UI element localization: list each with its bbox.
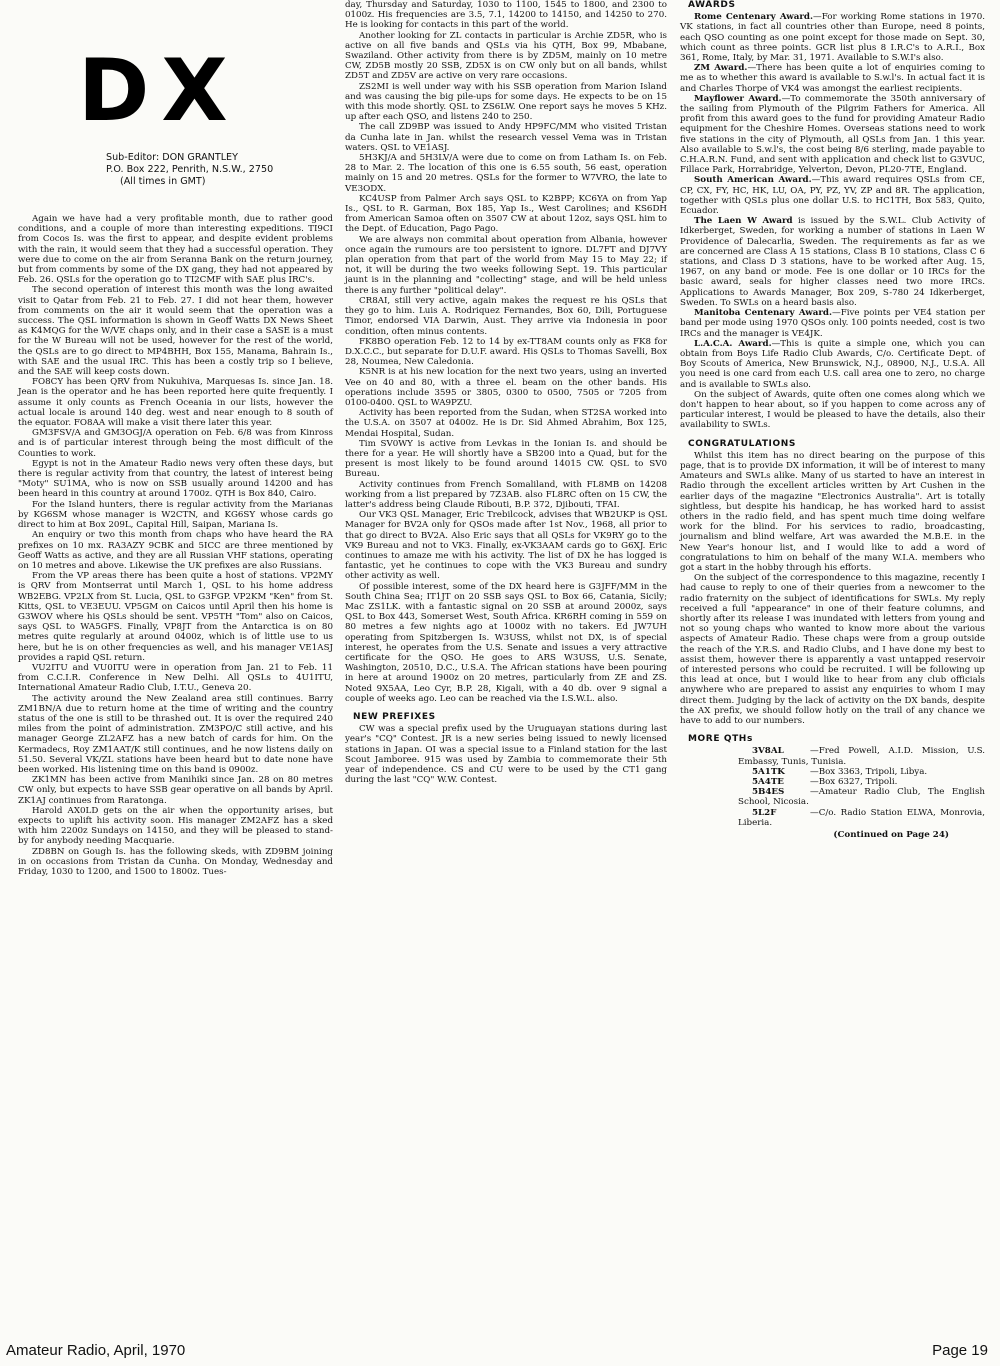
award-name: South American Award. [694, 175, 812, 186]
award-name: Mayflower Award. [694, 93, 782, 104]
qth-text: —Box 3363, Tripoli, Libya. [810, 766, 928, 777]
paragraph: CW was a special prefix used by the Uruguayan stations during last year's "CQ" Contest. JR is a new series being issued to newly licensed stations in Japan. OI was a special issue to a Finland station for the last Scout Jamboree. 915 was used by Zambia to commemorate their 5th year of independence. CS and CU were to be used by the CT1 gang during the last "CQ" W.W. Contest. [345, 724, 667, 786]
award-name: L.A.C.A. Award. [694, 338, 772, 349]
paragraph: 5H3KJ/A and 5H3LV/A were due to come on from Latham Is. on Feb. 28 to Mar. 2. The location of this one is 6.55 south, 56 east, operation mainly on 15 and 20 metres. QSLs for the former to W7VRO, the late to VE3ODX. [345, 153, 667, 194]
time-note: (All times in GMT) [120, 176, 206, 187]
award-item [680, 12, 985, 63]
award-text: —Five points per VE4 station per band per mode using 1970 QSOs only. 100 points needed, cost is two IRCs and the manager is VE4JK. [680, 308, 985, 339]
award-item [680, 63, 985, 94]
column-2 [345, 0, 667, 785]
qth-item [680, 746, 985, 766]
award-text: —This award requires QSLs from CE, CP, CX, FY, HC, HK, LU, OA, PY, PZ, YV, ZP and 8R. The application, together with QSLs plus one dollar U.S. to HC1TH, Box 583, Quito, Ecuador. [680, 175, 986, 217]
qth-call: 5B4ES [752, 787, 785, 798]
paragraph: The call ZD9BP was issued to Andy HP9FC/MM who visited Tristan da Cunha late in Jan. whilst the research vessel Vema was in Tristan waters. QSL to VE1ASJ. [345, 122, 667, 153]
awards-heading: AWARDS [688, 0, 736, 10]
paragraph: day, Thursday and Saturday, 1030 to 1100, 1545 to 1800, and 2300 to 0100z. His frequencies are 3.5, 7.1, 14200 to 14150, and 14250 to 270. He is looking for contacts in this part of the world. [345, 0, 667, 31]
award-item [680, 339, 985, 390]
award-name: Manitoba Centenary Award. [694, 308, 833, 319]
continued-note: (Continued on Page 24) [833, 830, 949, 841]
paragraph: K5NR is at his new location for the next two years, using an inverted Vee on 40 and 80, with a three el. beam on the other bands. His operations include 3595 or 3805, 0300 to 0500, 7505 or 7205 from 0100-0400. QSL to WA9PZU. [345, 367, 667, 408]
paragraph: From the VP areas there has been quite a host of stations. VP2MY is QRV from Montserrat until March 1, QSL to his home address WB2EBG. VP2LX from St. Lucia, QSL to G3FGP. VP2KM "Ken" from St. Kitts, QSL to VE3EUU. VP5GM on Caicos until April then his home is G3WOV where his QSLs should be sent. VP5TH "Tom" also on Caicos, says QSL to WA5GFS. Finally, VP8JT from the Antarctica is on 80 metres quite regularly at around 0400z, which is of little use to us here, but he is on other frequencies as well, and his manager VE1ASJ provides a rapid QSL return. [18, 571, 333, 663]
paragraph: We are always non commital about operation from Albania, however once again the rumours are too persistent to ignore. DL7FT and DJ7VY plan operation from that part of the world from May 15 to May 22; if not, it will be during the two weeks following Sept. 19. This particular jaunt is in the planning and "collecting" stage, and will be held unless there is any further "political delay". [345, 234, 667, 296]
column-3 [680, 0, 985, 840]
paragraph: The activity around the New Zealand area still continues. Barry ZM1BN/A due to return home at the time of writing and the country status of the one is still to be thrashed out. It is over the required 240 miles from the point of administration. ZM3PO/C still active, and his manager George ZL2AFZ has a new batch of cards for him. On the Kermadecs, Roy ZM1AAT/K still continues, and he now listens daily on 51.50. Several VK/ZL stations have been heard but to date none have been worked. His listening time on this band is 0900z. [18, 693, 333, 775]
qth-item [680, 787, 985, 807]
paragraph: Whilst this item has no direct bearing on the purpose of this page, that is to provide DX information, it will be of interest to many Amateurs and SWLs alike. Many of us started to have an interest in Radio through the excellent articles written by Art Cushen in the earlier days of the magazine "Electronics Australia". Art is totally sightless, but despite his handicap, he has worked hard to assist others in the radio field, and has spent much time doing welfare work for the blind. For his services to radio, broadcasting, journalism and blind welfare, Art was awarded the M.B.E. in the New Year's honour list, and I would like to add a word of congratulations to him on behalf of the many W.I.A. members who got a start in the hobby through his efforts. [680, 450, 985, 573]
page-footer [6, 1342, 988, 1359]
paragraph: Activity continues from French Somaliland, with FL8MB on 14208 working from a list prepared by 7Z3AB. also FL8RC often on 15 CW, the latter's address being Claude Ribouti, B.P. 372, Djibouti, TFAI. [345, 479, 667, 510]
new-prefixes-heading: NEW PREFIXES [353, 712, 436, 723]
qth-item [680, 777, 985, 787]
qth-call: 5A4TE [752, 777, 784, 788]
award-text: —For working Rome stations in 1970. VK stations, in fact all countries other than Europe, need 8 points, each QSO counting as one point except for those made on Sept. 30, which count as three points. GCR list plus 8 I.R.C's to A.R.I., Box 361, Rome, Italy, by Mar. 31, 1971. Available to S.W.I's also. [680, 12, 985, 64]
award-name: Rome Centenary Award. [694, 12, 814, 23]
more-qths-heading: MORE QTHs [688, 734, 753, 745]
paragraph: ZD8BN on Gough Is. has the following skeds, with ZD9BM joining in on occasions from Tristan da Cunha. On Monday, Wednesday and Friday, 1030 to 1200, and 1500 to 1800z. Tues- [18, 846, 333, 877]
congratulations-heading: CONGRATULATIONS [688, 438, 796, 449]
paragraph: Tim SV0WY is active from Levkas in the Ionian Is. and should be there for a year. He will shortly have a SB200 into a Quad, but for the present is most likely to be found around 14015 CW. QSL to SV0 Bureau. [345, 438, 667, 480]
award-item [680, 94, 985, 176]
award-item [680, 216, 985, 308]
award-text: —This is quite a simple one, which you can obtain from Boys Life Radio Club Awards, C/o. Certificate Dept. of Boy Scouts of America, New Brunswick, N.J., 08900, N.J., U.S.A. All you need is one card from each U.S. call area one to zero, no charge and is available to SWLs also. [680, 338, 985, 390]
paragraph: Our VK3 QSL Manager, Eric Trebilcock, advises that WB2UKP is QSL Manager for BV2A only for QSOs made after 1st Nov., 1968, all prior to that go direct to BV2A. Also Eric says that all QSLs for VK9RY go to the VK9 Bureau and not to VK3. Finally, ex-VK3AAM cards go to G6XJ. Eric continues to amaze me with his activity. The list of DX he has logged is fantastic, yet he continues to cope with the VK3 Bureau and sundry other activity as well. [345, 510, 667, 582]
section-title: DX [78, 41, 240, 141]
paragraph: GM3FSV/A and GM3OGJ/A operation on Feb. 6/8 was from Kinross and is of particular interest through being the most difficult of the Counties to work. [18, 428, 333, 459]
paragraph: Another looking for ZL contacts in particular is Archie ZD5R, who is active on all five bands and QSLs via his QTH, Box 99, Mbabane, Swaziland. Other activity from there is by ZD5M, mainly on 10 metre CW, ZD5B mostly 20 SSB, ZD5X is on CW only but on all bands, whilst ZD5T and ZD5V are active on very rare occasions. [345, 30, 667, 82]
award-text: is issued by the S.W.L. Club Activity of Idkerberget, Sweden, for working a number of stations in Laen W Providence of Dalecarlia, Sweden. The requirements as far as we are concerned are Class A 15 stations, Class B 10 stations, Class C 6 stations, and Class D 3 stations, have to be worked after Aug. 15, 1967, on any band or mode. Fee is one dollar or 10 IRCs for the basic award, seals for higher classes need two more IRCs. Applications to Awards Manager, Box 209, S-780 24 Idkerberget, Sweden. To SWLs on a heard basis also. [680, 216, 985, 308]
paragraph: On the subject of Awards, quite often one comes along which we don't happen to hear about, so if you happen to come across any of particular interest, I would be pleased to have the details, also their availability to SWLs. [680, 389, 985, 431]
award-name: ZM Award. [694, 63, 748, 74]
award-text: —To commemorate the 350th anniversary of the sailing from Plymouth of the Pilgrim Fathers for America. All profit from this award goes to the fund for providing Amateur Radio equipment for the Cheshire Homes. Overseas stations need to work five stations in the city of Plymouth, all QSLs from Jan. 1 this year. Also available to S.w.l's, the cost being 8/6 sterling, made payable to C.H.A.R.N. Fund, and sent with application and check list to G3VUC, Fillace Park, Horrabridge, Yelverton, Devon, PL20-7TE, England. [680, 93, 985, 176]
award-item [680, 308, 985, 339]
qth-text: —Amateur Radio Club, The English School, Nicosia. [738, 787, 985, 808]
qth-call: 5L2F [752, 807, 777, 818]
publication-info: Amateur Radio, April, 1970 [6, 1342, 186, 1359]
award-name: The Laen W Award [694, 216, 793, 227]
award-text: —There has been quite a lot of enquiries coming to me as to whether this award is available to S.w.l's. In actual fact it is and Charles Thorpe of VK4 was amongst the earliest recipients. [680, 63, 986, 94]
paragraph: KC4USP from Palmer Arch says QSL to K2BPP; KC6YA on from Yap Is., QSL to R. Garman, Box 185, Yap Is., West Carolines; and KS6DH from American Samoa often on 3507 CW at about 12oz, says QSL him to the Dept. of Education, Pago Pago. [345, 193, 667, 235]
paragraph: CR8AI, still very active, again makes the request re his QSLs that they go to him. Luis A. Rodriquez Fernandes, Box 60, Dili, Portuguese Timor, endorsed VIA Darwin, Aust. They arrive via Indonesia in poor condition, often minus contents. [345, 295, 667, 337]
paragraph: An enquiry or two this month from chaps who have heard the RA prefixes on 10 mx. RA3AZY 9CBK and 5ICC are three mentioned by Geoff Watts as active, and they are all Russian VHF stations, operating on 10 metres and above. Likewise the UK prefixes are also Russians. [18, 530, 333, 571]
paragraph: The second operation of interest this month was the long awaited visit to Qatar from Feb. 21 to Feb. 27. I did not hear them, however from comments on the air it would seem that the operation was a success. The QSL information is shown in Geoff Watts DX News Sheet as K4MQG for the W/VE chaps only, and in their case a SASE is a must for the W Bureau will not be used, however for the rest of the world, the QSLs are to go direct to MP4BHH, Box 155, Manama, Bahrain Is., with SAE and the usual IRC. This has been a costly trip so I believe, and the SAE will keep costs down. [18, 285, 333, 378]
paragraph: Again we have had a very profitable month, due to rather good conditions, and a couple of more than interesting expeditions. TI9CI from Cocos Is. was the first to appear, and despite evident problems with the rain, it would seem that they had a successful operation. They were due to come on the air from Seranna Bank on the return journey, but from comments by some of the DX gang, they had not appeared by Feb. 26. QSLs for the operation go to TI2CMF with SAE plus IRC's. [18, 214, 333, 286]
editor-name: Sub-Editor: DON GRANTLEY [106, 152, 238, 163]
paragraph: VU2ITU and VU0ITU were in operation from Jan. 21 to Feb. 11 from C.C.I.R. Conference in New Delhi. All QSLs to 4U1ITU, International Amateur Radio Club, I.T.U., Geneva 20. [18, 662, 333, 694]
paragraph: ZS2MI is well under way with his SSB operation from Marion Island and was causing the big pile-ups for some days. He expects to be on 15 with this mode shortly. QSL to ZS6LW. One report says he moves 5 KHz. up after each QSO, and listens 240 to 250. [345, 81, 667, 123]
qth-call: 5A1TK [752, 766, 785, 777]
qth-text: —Fred Powell, A.I.D. Mission, U.S. Embassy, Tunis, Tunisia. [738, 746, 985, 767]
paragraph: ZK1MN has been active from Manihiki since Jan. 28 on 80 metres CW only, but expects to have SSB gear operative on all bands by April. ZK1AJ continues from Raratonga. [18, 775, 333, 806]
paragraph: FO8CY has been QRV from Nukuhiva, Marquesas Is. since Jan. 18. Jean is the operator and he has been reported here quite frequently. I assume it only counts as French Oceania in our lists, however the actual locale is around 140 deg. west and near enough to 8 south of the equator. FO8AA will make a visit there later this year. [18, 377, 333, 429]
qth-call: 3V8AL [752, 746, 784, 757]
paragraph: Of possible interest, some of the DX heard here is G3JFF/MM in the South China Sea; IT1JT on 20 SSB says QSL to Box 66, Catania, Sicily; Mac ZS1LK. with a fantastic signal on 20 SSB at around 2000z, says QSL to Box 443, Somerset West, South Africa. KR6RH coming in 559 on 80 metres a few nights ago at 1000z with no takers. Ed JW7UH operating from Spitzbergen Is. W3USS, whilst not DX, is of special interest, he operates from the U.S. Senate and issues a very attractive certificate for the QSO. He goes to ARS W3USS, U.S. Senate, Washington, 20510, D.C., U.S.A. The African stations have been pouring in here at around 1900z on 20 metres, particularly from ZE and ZS. Noted 9X5AA, Leo Cyr, B.P. 28, Kigali, with a 40 db. over 9 signal a couple of weeks ago. Leo can be reached via the I.S.W.L. also. [345, 581, 667, 704]
paragraph: On the subject of the correspondence to this magazine, recently I had cause to reply to one of their queries from a newcomer to the radio fraternity on the subject of identifications for SWLs. My reply received a full "appearance" in one of their feature columns, and shortly after its release I was inundated with letters from young and not so young chaps who wanted to know more about the various aspects of Amateur Radio. These chaps were from a group outside the reach of the Y.R.S. and Radio Clubs, and I have done my best to assist them, however there is apparently a vast untapped reservoir of interested persons who could be recruited. I will be following up this lead at once, but I would like to hear from any club officials anywhere who are prepared to assist any enquiries to whom I may direct them. Judging by the lack of activity on the DX bands, despite the AX prefix, we should follow hotly on the trail of any chance we have to add to our numbers. [680, 573, 985, 727]
editor-address: P.O. Box 222, Penrith, N.S.W., 2750 [106, 164, 274, 175]
paragraph: FK8BO operation Feb. 12 to 14 by ex-TT8AM counts only as FK8 for D.X.C.C., but separate for D.U.F. award. His QSLs to Thomas Savelli, Box 28, Noumea, New Caledonia. [345, 336, 667, 368]
paragraph: For the Island hunters, there is regular activity from the Marianas by KG6SM whose manager is W2CTN, and KG6SY whose cards go direct to him at Box 209L, Capital Hill, Saipan, Mariana Is. [18, 499, 333, 531]
editor-info [106, 152, 333, 188]
paragraph: Egypt is not in the Amateur Radio news very often these days, but there is regular activity from that country, the latest of interest being "Moty" SU1MA, who is now on SSB usually around 14200 and has been heard in this country at around 1700z. QTH is Box 840, Cairo. [18, 458, 333, 500]
paragraph: Activity has been reported from the Sudan, when ST2SA worked into the U.S.A. on 3507 at 0400z. He is Dr. Sid Ahmed Abrahim, Box 125, Mendai Hospital, Sudan. [345, 408, 667, 439]
qth-item [680, 808, 985, 828]
column-1 [18, 0, 333, 877]
page-number: Page 19 [932, 1342, 988, 1359]
paragraph: Harold AX0LD gets on the air when the opportunity arises, but expects to uplift his activity soon. His manager ZM2AFZ has a sked with him 2200z Sundays on 14150, and they will be pleased to stand-by for anybody needing Macquarie. [18, 805, 333, 847]
qth-text: —C/o. Radio Station ELWA, Monrovia, Liberia. [738, 807, 985, 828]
qth-text: —Box 6327, Tripoli. [810, 777, 898, 788]
award-item [680, 175, 985, 216]
qth-item [680, 767, 985, 777]
